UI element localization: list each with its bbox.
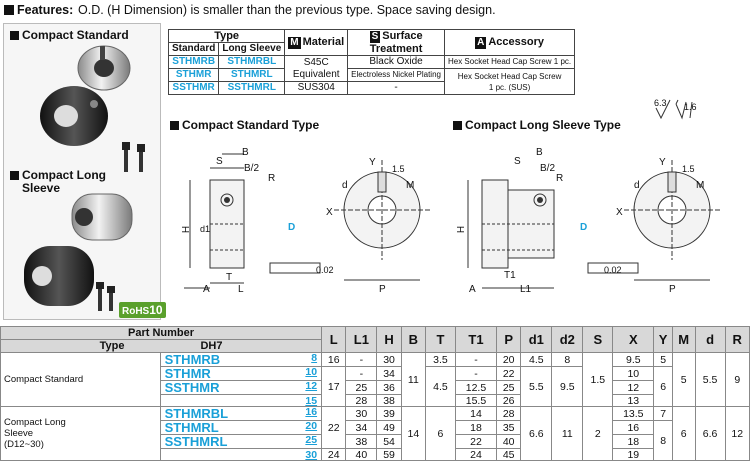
dim-label: A (203, 284, 210, 295)
part-link[interactable]: STHMR (164, 366, 211, 381)
material-cell: SUS304 (285, 82, 348, 95)
cell-B: 14 (401, 407, 425, 461)
part-link[interactable]: STHMR (169, 69, 219, 82)
long-sleeve-col-header: Long Sleeve (219, 43, 285, 56)
cell-L1: 25 (346, 381, 377, 395)
cell-T1: 12.5 (455, 381, 496, 395)
part-number-cell[interactable] (160, 353, 322, 367)
cell-d2: 8 (552, 353, 583, 367)
col-X: X (613, 327, 654, 353)
dim-label: X (326, 207, 333, 218)
cell-L1: 40 (346, 449, 377, 461)
product-image-panel (3, 23, 161, 320)
compact-standard-type-title: Compact Standard Type (170, 118, 319, 132)
dim-label: d (634, 180, 640, 191)
col-T: T (426, 327, 456, 353)
type-cell: Compact Long Sleeve (D12~30) (1, 407, 161, 461)
standard-side-view-drawing (180, 138, 300, 298)
dim-label: B/2 (244, 163, 260, 174)
dimension-table (0, 326, 750, 461)
dim-label: Y (369, 157, 376, 168)
long-sleeve-side-view-drawing (462, 138, 592, 298)
cell-X: 16 (613, 421, 654, 435)
cell-P: 22 (497, 367, 521, 381)
cell-H: 39 (377, 407, 401, 421)
part-link[interactable]: STHMRL (219, 69, 285, 82)
table-row (1, 407, 750, 421)
accessory-header: A Accessory (444, 30, 574, 56)
cell-S: 2 (583, 407, 613, 461)
material-cell: S45C Equivalent (285, 56, 348, 82)
col-H: H (377, 327, 401, 353)
cell-X: 13.5 (613, 407, 654, 421)
dim-label: 1.5 (682, 164, 695, 174)
col-B: B (401, 327, 425, 353)
cell-d2: 11 (552, 407, 583, 461)
part-link[interactable]: STHMRL (164, 420, 219, 435)
col-M: M (672, 327, 695, 353)
part-number-cell[interactable] (160, 395, 322, 407)
bullet-square-icon (4, 5, 14, 15)
surface-cell: Black Oxide (348, 56, 445, 69)
silver-collar-image (78, 46, 130, 90)
dim-label: X (616, 207, 623, 218)
cell-L: 16 (322, 353, 346, 367)
cell-X: 13 (613, 395, 654, 407)
cell-L1: 30 (346, 407, 377, 421)
cell-Y: 6 (654, 367, 673, 407)
bore-diameter-link[interactable]: 12 (305, 380, 318, 392)
cell-H: 36 (377, 381, 401, 395)
cell-P: 26 (497, 395, 521, 407)
cell-S: 1.5 (583, 353, 613, 407)
cell-H: 30 (377, 353, 401, 367)
dim-label: Y (659, 157, 666, 168)
cell-P: 20 (497, 353, 521, 367)
cell-T1: 15.5 (455, 395, 496, 407)
material-header: M Material (285, 30, 348, 56)
dim-label: B (536, 147, 543, 158)
cell-M: 5 (672, 353, 695, 407)
cell-L1: - (346, 367, 377, 381)
part-number-cell[interactable] (160, 435, 322, 449)
part-link[interactable]: SSTHMRL (164, 434, 228, 449)
accessory-cell: Hex Socket Head Cap Screw 1 pc. (444, 56, 574, 69)
dim-label: 1.5 (392, 164, 405, 174)
bullet-square-icon (453, 121, 462, 130)
part-link[interactable]: STHMRBL (219, 56, 285, 69)
bore-diameter-link[interactable]: 15 (305, 394, 318, 407)
cell-B: 11 (401, 353, 425, 407)
col-P: P (497, 327, 521, 353)
dim-label: B/2 (540, 163, 556, 174)
col-Y: Y (654, 327, 673, 353)
part-number-cell[interactable] (160, 367, 322, 381)
dim-label: d (342, 180, 348, 191)
dim-label: P (379, 284, 386, 295)
cell-H: 49 (377, 421, 401, 435)
part-link[interactable]: SSTHMRL (219, 82, 285, 95)
cell-T1: 24 (455, 449, 496, 461)
part-link[interactable]: STHMRB (164, 352, 221, 367)
part-number-header: Part Number (1, 327, 322, 340)
cell-P: 28 (497, 407, 521, 421)
cell-L1: - (346, 353, 377, 367)
cell-L: 24 (322, 449, 346, 461)
dim-label: H (456, 225, 468, 234)
cell-X: 9.5 (613, 353, 654, 367)
dim-label: D (580, 222, 588, 233)
dim-label: 0.02 (316, 265, 334, 275)
col-d2: d2 (552, 327, 583, 353)
dim-label: M (696, 180, 705, 191)
cell-Y: 8 (654, 421, 673, 461)
cell-T: 4.5 (426, 367, 456, 407)
cell-d2: 9.5 (552, 367, 583, 407)
spec-row (169, 56, 575, 69)
spec-row (169, 69, 575, 82)
part-link[interactable]: SSTHMR (169, 82, 219, 95)
col-T1: T1 (455, 327, 496, 353)
bore-diameter-link[interactable]: 25 (305, 434, 318, 446)
cell-H: 34 (377, 367, 401, 381)
dim-label: L1 (520, 284, 532, 295)
cell-R: 12 (725, 407, 750, 461)
cell-T1: 18 (455, 421, 496, 435)
material-spec-table (168, 29, 575, 95)
cell-P: 45 (497, 449, 521, 461)
table-row (1, 353, 750, 367)
type-cell: Compact Standard (1, 353, 161, 407)
cell-dd: 6.6 (695, 407, 725, 461)
standard-front-view-drawing (330, 140, 440, 290)
bore-diameter-link[interactable]: 16 (305, 406, 318, 418)
dim-label: A (469, 284, 476, 295)
dim-label: L (238, 284, 244, 295)
dim-label: H (181, 225, 193, 234)
cell-Y: 7 (654, 407, 673, 421)
cell-T: 3.5 (426, 353, 456, 367)
type-header: Type (169, 30, 285, 43)
col-R: R (725, 327, 750, 353)
dim-label: R (268, 173, 276, 184)
col-L1: L1 (346, 327, 377, 353)
black-collar-image (40, 86, 108, 146)
bore-diameter-link[interactable]: 8 (311, 352, 318, 364)
cell-T1: 22 (455, 435, 496, 449)
cell-L1: 38 (346, 435, 377, 449)
cell-d1: 6.6 (521, 407, 552, 461)
bore-diameter-link[interactable]: 30 (305, 448, 318, 461)
dim-label: P (669, 284, 676, 295)
compact-standard-title: Compact Standard (10, 29, 129, 42)
cell-H: 38 (377, 395, 401, 407)
bore-diameter-link[interactable]: 20 (305, 420, 318, 432)
cell-T1: - (455, 367, 496, 381)
cell-T: 6 (426, 407, 456, 461)
part-link[interactable]: STHMRBL (164, 406, 229, 421)
cell-L: 17 (322, 367, 346, 407)
dim-label: T (226, 272, 233, 283)
rohs-badge: RoHS10 (119, 302, 166, 318)
col-S: S (583, 327, 613, 353)
cell-T1: 14 (455, 407, 496, 421)
cell-P: 25 (497, 381, 521, 395)
col-d1: d1 (521, 327, 552, 353)
long-sleeve-front-view-drawing (620, 140, 730, 290)
compact-long-sleeve-title: Compact Long Sleeve (10, 169, 106, 195)
surface-cell: - (348, 82, 445, 95)
features-label: Features: (17, 3, 74, 17)
dim-label: M (406, 180, 415, 191)
bullet-square-icon (10, 171, 19, 180)
dim-label: T1 (504, 270, 516, 281)
silver-long-collar-image (72, 194, 132, 240)
cell-H: 59 (377, 449, 401, 461)
part-number-cell[interactable] (160, 421, 322, 435)
surface-treatment-header: S Surface Treatment (348, 30, 445, 56)
standard-col-header: Standard (169, 43, 219, 56)
dim-label: S (514, 156, 521, 167)
dim-label: D (288, 222, 296, 233)
col-d: d (695, 327, 725, 353)
col-L: L (322, 327, 346, 353)
accessory-cell: Hex Socket Head Cap Screw 1 pc. (SUS) (444, 69, 574, 95)
compact-long-sleeve-type-title: Compact Long Sleeve Type (453, 118, 621, 132)
dim-label: d1 (200, 224, 211, 234)
cell-dd: 5.5 (695, 353, 725, 407)
cell-X: 18 (613, 435, 654, 449)
dim-label: B (242, 147, 249, 158)
cell-L: 22 (322, 407, 346, 449)
dim-label: S (216, 156, 223, 167)
type-header: Type DH7 (1, 340, 322, 353)
dim-label: R (556, 173, 564, 184)
cell-d1: 4.5 (521, 353, 552, 367)
features-text: O.D. (H Dimension) is smaller than the previous type. Space saving design. (78, 3, 496, 17)
screws-image-2 (96, 282, 115, 311)
bore-diameter-link[interactable]: 10 (305, 366, 318, 378)
black-long-collar-image (24, 246, 94, 306)
screws-image (122, 142, 145, 172)
part-number-cell[interactable] (160, 381, 322, 395)
features-bar (0, 0, 750, 20)
part-link[interactable]: SSTHMR (164, 380, 220, 395)
dim-label: 0.02 (604, 265, 622, 275)
cell-Y: 5 (654, 353, 673, 367)
bullet-square-icon (170, 121, 179, 130)
part-number-cell[interactable] (160, 407, 322, 421)
cell-P: 35 (497, 421, 521, 435)
surface-cell: Electroless Nickel Plating (348, 69, 445, 82)
cell-L1: 34 (346, 421, 377, 435)
part-number-cell[interactable] (160, 449, 322, 461)
cell-T1: - (455, 353, 496, 367)
part-link[interactable]: STHMRB (169, 56, 219, 69)
cell-X: 10 (613, 367, 654, 381)
cell-X: 19 (613, 449, 654, 461)
cell-L1: 28 (346, 395, 377, 407)
cell-d1: 5.5 (521, 367, 552, 407)
cell-H: 54 (377, 435, 401, 449)
cell-P: 40 (497, 435, 521, 449)
cell-M: 6 (672, 407, 695, 461)
cell-R: 9 (725, 353, 750, 407)
cell-X: 12 (613, 381, 654, 395)
